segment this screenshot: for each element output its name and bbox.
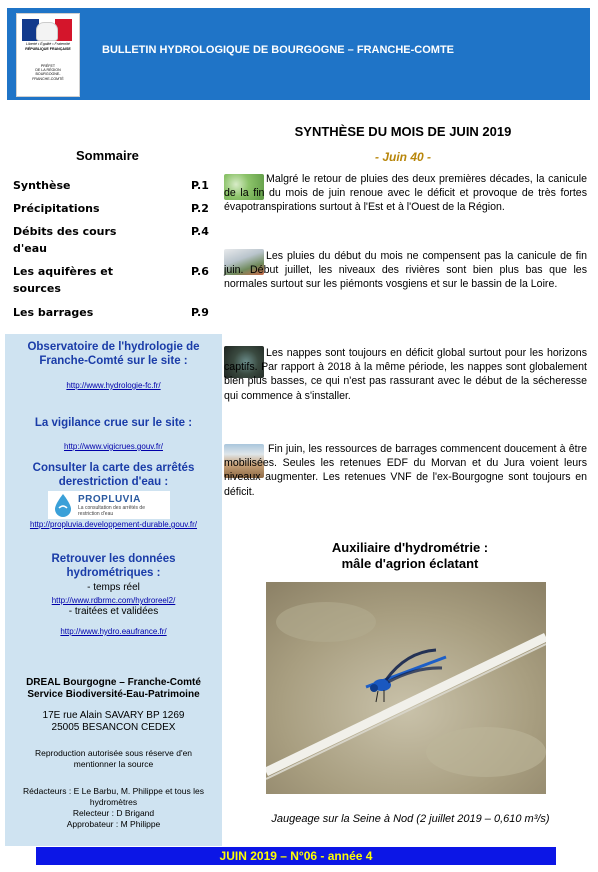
observatoire-heading: Observatoire de l'hydrologie de Franche-Comté sur le site :: [27, 341, 200, 367]
info-sidebar: [5, 334, 222, 846]
synthese-barrages-paragraph: Fin juin, les ressources de barrages commencent doucement à être mobilisées. Seules les retenues EDF du Morvan et du Jura voient leurs niveaux augmenter. Les retenues VNF de l'ex-Bourgogne sont toujours en déficit.: [224, 443, 587, 498]
hydroreel-link[interactable]: http://www.rdbrmc.com/hydroreel2/: [51, 596, 176, 605]
propluvia-name: PROPLUVIA: [78, 494, 141, 505]
logo-republic-label: RÉPUBLIQUE FRANÇAISE: [25, 47, 71, 51]
vigilance-heading: La vigilance crue sur le site :: [34, 417, 193, 429]
toc-item-precipitations[interactable]: Précipitations: [13, 202, 100, 215]
synthese-debits-paragraph: Les pluies du début du mois ne compensent pas la canicule de fin juin. Début juillet, les niveaux des rivières sont bien plus bas que les normales surtout sur les piémonts vosgiens et sur le bassin de la Loire.: [224, 250, 587, 291]
prefet-line: BOURGOGNE-: [35, 72, 61, 77]
donnees-heading: Retrouver les données hydrométriques :: [51, 553, 176, 579]
damselfly-photo: [266, 582, 546, 794]
toc-page-synthese: P.1: [191, 179, 209, 192]
prefet-line: PRÉFET: [40, 64, 56, 68]
dreal-name: DREAL Bourgogne – Franche-Comté: [26, 677, 201, 688]
synthese-title: SYNTHÈSE DU MOIS DE JUIN 2019: [294, 124, 512, 139]
prefecture-logo: [16, 13, 80, 97]
propluvia-drop-icon: [52, 493, 74, 517]
sommaire-title: Sommaire: [76, 148, 139, 163]
toc-page-barrages: P.9: [191, 306, 209, 319]
relecteur: Relecteur : D Brigand: [72, 808, 155, 818]
toc-item-barrages[interactable]: Les barrages: [13, 306, 94, 319]
logo-motto: Liberté • Égalité • Fraternité: [26, 42, 70, 46]
toc-page-precipitations: P.2: [191, 202, 209, 215]
address-line-2: 25005 BESANCON CEDEX: [51, 722, 176, 733]
observatoire-link[interactable]: http://www.hydrologie-fc.fr/: [66, 381, 161, 390]
auxiliaire-title-line: mâle d'agrion éclatant: [341, 556, 479, 571]
bulletin-title: BULLETIN HYDROLOGIQUE DE BOURGOGNE – FRANCHE-COMTE: [102, 44, 455, 56]
toc-page-aquiferes: P.6: [191, 265, 209, 278]
vigicrues-link[interactable]: http://www.vigicrues.gouv.fr/: [64, 442, 163, 451]
auxiliaire-title-line: Auxiliaire d'hydrométrie :: [331, 540, 489, 555]
synthese-subtitle: - Juin 40 -: [374, 150, 431, 164]
temps-reel-label: - temps réel: [87, 582, 140, 593]
synthese-nappes-paragraph: Les nappes sont toujours en déficit global surtout pour les horizons captifs. Par rapport à 2018 à la même période, les nappes sont globalement bien plus basses, ce qui n'est pas rassurant avec le début de la sécheresse qui commence à s'installer.: [224, 347, 587, 402]
prefet-line: DE LA RÉGION: [35, 68, 61, 73]
redacteurs: Rédacteurs : E Le Barbu, M. Philippe et tous les hydromètres: [23, 786, 204, 807]
prefet-line: FRANCHE-COMTÉ: [32, 76, 64, 81]
address-line-1: 17E rue Alain SAVARY BP 1269: [42, 710, 185, 721]
dreal-service: Service Biodiversité-Eau-Patrimoine: [27, 689, 200, 700]
photo-caption: Jaugeage sur la Seine à Nod (2 juillet 2019 – 0,610 m³/s): [271, 813, 550, 825]
approbateur: Approbateur : M Philippe: [66, 819, 161, 829]
propluvia-logo[interactable]: [48, 491, 170, 519]
synthese-precipitations-paragraph: Malgré le retour de pluies des deux premières décades, la canicule de la fin du mois de juin renoue avec le déficit et provoque de très fortes évapotranspirations surtout à l'Est et à l'Ouest de la Région.: [224, 173, 587, 214]
footer-banner: JUIN 2019 – N°06 - année 4: [36, 847, 556, 865]
propluvia-link[interactable]: http://propluvia.developpement-durable.gouv.fr/: [29, 520, 198, 529]
reproduction-notice: Reproduction autorisée sous réserve d'en mentionner la source: [34, 748, 193, 769]
toc-page-debits: P.4: [191, 225, 209, 238]
toc-item-synthese[interactable]: Synthèse: [13, 179, 71, 192]
toc-item-debits[interactable]: Débits des cours d'eau: [13, 225, 117, 255]
toc-item-aquiferes[interactable]: Les aquifères et sources: [13, 265, 113, 295]
validees-label: - traitées et validées: [68, 606, 159, 617]
hydro-eaufrance-link[interactable]: http://www.hydro.eaufrance.fr/: [60, 627, 167, 636]
marianne-flag-icon: [22, 19, 72, 41]
arretes-heading: Consulter la carte des arrêtés derestriction d'eau :: [32, 462, 195, 488]
auxiliaire-title: [300, 540, 520, 572]
prefet-label: [17, 64, 79, 81]
propluvia-tagline: La consultation des arrêtés de restriction d'eau: [78, 505, 145, 517]
